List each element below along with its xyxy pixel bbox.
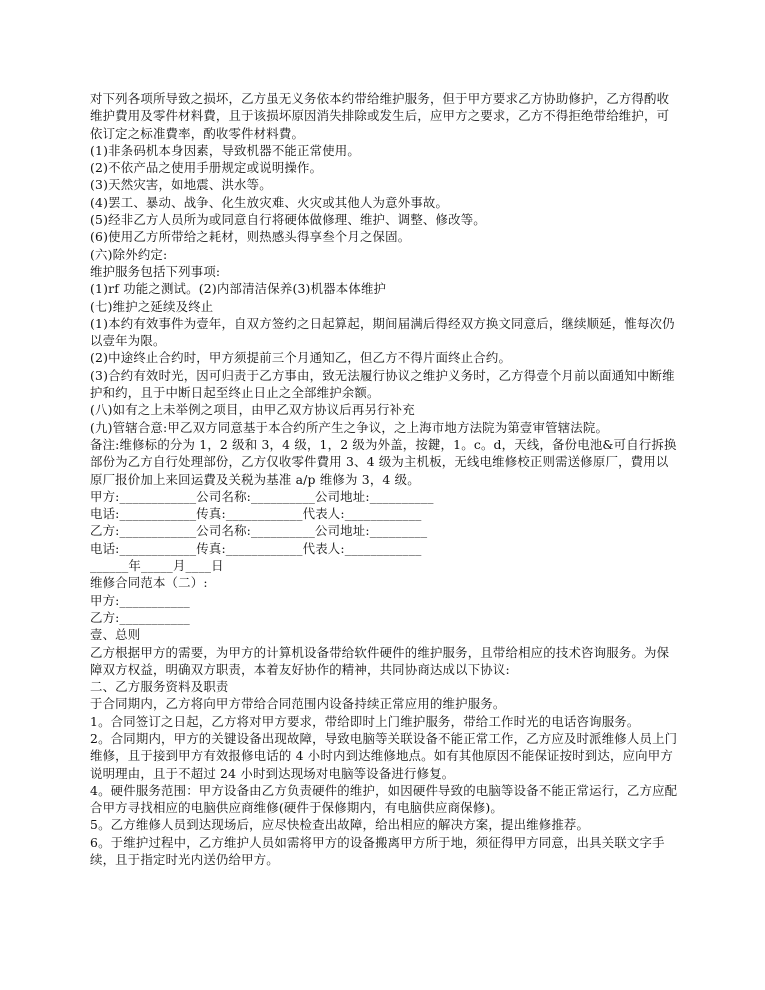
paragraph: (1)本约有效事件为壹年，自双方签约之日起算起，期间届满后得经双方换文同意后，继续顺延，惟每次仍以壹年为限。 (90, 315, 675, 349)
paragraph: 1。合同签订之日起，乙方将对甲方要求，带给即时上门维护服务，带给工作时光的电话咨询服务。 (90, 713, 640, 729)
signature-line: 乙方:____________公司名称:__________公司地址:_________ (90, 523, 428, 539)
paragraph: (2)中途终止合约时，甲方须提前三个月通知乙，但乙方不得片面终止合约。 (90, 350, 512, 366)
paragraph: 6。于维护过程中，乙方维护人员如需将甲方的设备搬离甲方所于地，须征得甲方同意，出具关联文字手续，且于指定时光内送仍给甲方。 (90, 834, 665, 868)
paragraph: 4。硬件服务范围：甲方设备由乙方负责硬件的维护，如因硬件导致的电脑等设备不能正常运行，乙方应配合甲方寻找相应的电脑供应商维修(硬件于保修期内，有电脑供应商保修)。 (90, 782, 678, 816)
paragraph: 对下列各项所导致之损坏，乙方虽无义务依本约带给维护服务，但于甲方要求乙方协助修护，乙方得酌收维护費用及零件材料費，且于该损坏原因消失排除或发生后，应甲方之要求，乙方不得拒绝带给维护，可依订定之标准費率，酌收零件材料費。 (90, 91, 670, 141)
paragraph: (3)合约有效时光，因可归责于乙方事由，致无法履行协议之维护义务时，乙方得壹个月前以面通知中断维护和约，且于中断日起至终止日止之全部维护余额。 (90, 367, 675, 401)
paragraph: 2。合同期内，甲方的关键设备出现故障，导致电脑等关联设备不能正常工作，乙方应及时派维修人员上门维修，且于接到甲方有效报修电话的 4 小时内到达维修地点。如有其他原因不能保证按时到达，应向甲方说明理由，且于不超过 24 小时到达现场对电脑等设备进行修复。 (90, 730, 678, 781)
paragraph: (5)经非乙方人员所为或同意自行将硬体做修理、维护、调整、修改等。 (90, 212, 486, 228)
date-line: ______年_____月____日 (90, 558, 224, 574)
paragraph: 乙方根据甲方的需要，为甲方的计算机设备带给软件硬件的维护服务，且带给相应的技术咨询服务。为保障双方权益，明确双方职责，本着友好协作的精神，共同协商达成以下协议: (90, 644, 670, 677)
paragraph: 5。乙方维修人员到达现场后，应尽快检查出故障，给出相应的解决方案，提出维修推荐。 (90, 817, 590, 833)
party-line: 甲方:___________ (90, 592, 190, 608)
section-heading: (七)维护之延续及终止 (90, 298, 214, 314)
paragraph: (1)rf 功能之测试。(2)内部清洁保养(3)机器本体维护 (90, 281, 387, 297)
paragraph: 维护服务包括下列事项: (90, 263, 221, 279)
signature-line: 电话:____________传真:____________代表人:____________ (90, 540, 422, 556)
paragraph: 备注:维修标的分为 1，2 级和 3，4 级，1，2 级为外盖，按鍵，1。c。d，天线，备份电池&可自行拆换部份为乙方自行处理部份，乙方仅收零件費用 3、4 级为主机板，无线电维修校正则需送修原厂，費用以原厂报价加上来回运費及关税为基准 a/p 维修为 3，4 级。 (90, 436, 677, 487)
paragraph: 于合同期内，乙方将向甲方带给合同范围内设备持续正常应用的维护服务。 (90, 696, 506, 712)
paragraph: (2)不依产品之使用手册规定或说明操作。 (90, 160, 323, 176)
section-heading: 二、乙方服务资料及职责 (90, 679, 229, 695)
document-body (90, 90, 680, 868)
document-subtitle: 维修合同范本（二）: (90, 575, 208, 591)
paragraph: (3)天然灾害，如地震、洪水等。 (90, 177, 272, 193)
paragraph: (1)非条码机本身因素，导致机器不能正常使用。 (90, 142, 360, 158)
party-line: 乙方:___________ (90, 609, 190, 625)
paragraph: (6)使用乙方所带给之耗材，则热感头得享叁个月之保固。 (90, 229, 411, 245)
section-heading: (六)除外约定: (90, 246, 168, 262)
signature-line: 电话:____________传真:____________代表人:____________ (90, 506, 422, 522)
signature-line: 甲方:____________公司名称:__________公司地址:__________ (90, 488, 434, 504)
section-heading: (八)如有之上未举例之项目，由甲乙双方协议后再另行补充 (90, 402, 415, 418)
section-heading: 壹、总则 (90, 627, 141, 643)
paragraph: (4)罢工、暴动、战争、化生放灾难、火灾或其他人为意外事故。 (90, 194, 449, 210)
section-heading: (九)管辖合意:甲乙双方同意基于本合约所产生之争议，之上海市地方法院为第壹审管辖法院。 (90, 419, 609, 435)
